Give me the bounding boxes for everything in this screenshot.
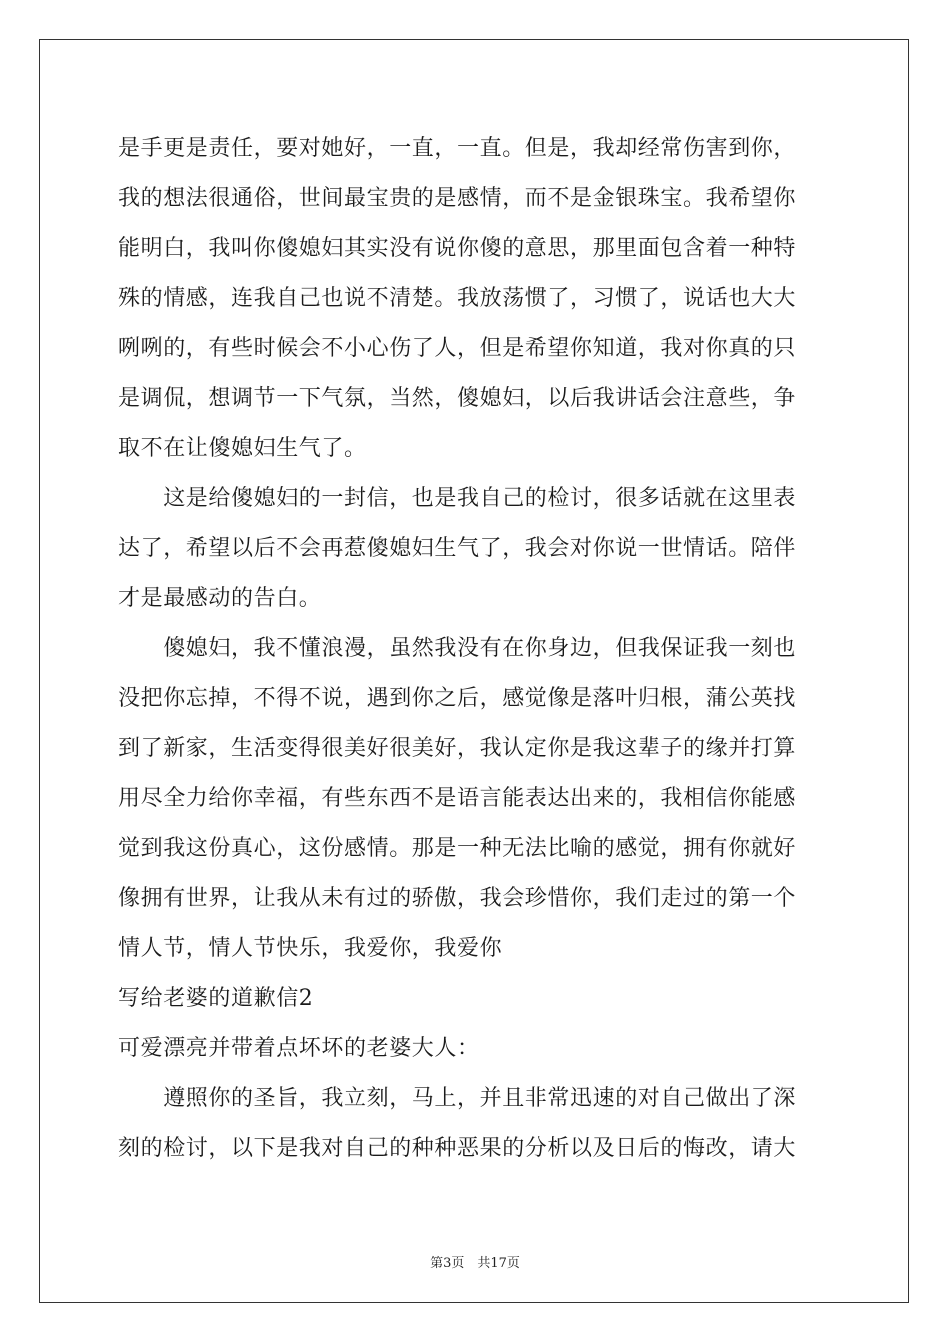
text-line: 才是最感动的告白。 xyxy=(118,586,322,611)
text-line: 我的想法很通俗，世间最宝贵的是感情，而不是金银珠宝。我希望你 xyxy=(118,186,797,211)
text-line: 用尽全力给你幸福，有些东西不是语言能表达出来的，我相信你能感 xyxy=(118,786,797,811)
text-line: 像拥有世界，让我从未有过的骄傲，我会珍惜你，我们走过的第一个 xyxy=(118,886,797,911)
text-line: 傻媳妇，我不懂浪漫，虽然我没有在你身边，但我保证我一刻也 xyxy=(118,636,797,661)
text-line: 觉到我这份真心，这份感情。那是一种无法比喻的感觉，拥有你就好 xyxy=(118,836,797,861)
text-line: 咧咧的，有些时候会不小心伤了人，但是希望你知道，我对你真的只 xyxy=(118,336,797,361)
text-line: 情人节，情人节快乐，我爱你，我爱你 xyxy=(118,936,503,961)
text-line: 殊的情感，连我自己也说不清楚。我放荡惯了，习惯了，说话也大大 xyxy=(118,286,797,311)
salutation: 可爱漂亮并带着点坏坏的老婆大人： xyxy=(118,1036,480,1061)
text-line: 是调侃，想调节一下气氛，当然，傻媳妇，以后我讲话会注意些，争 xyxy=(118,386,797,411)
text-line: 没把你忘掉，不得不说，遇到你之后，感觉像是落叶归根，蒲公英找 xyxy=(118,686,797,711)
text-line: 刻的检讨，以下是我对自己的种种恶果的分析以及日后的悔改，请大 xyxy=(118,1136,797,1161)
text-line: 能明白，我叫你傻媳妇其实没有说你傻的意思，那里面包含着一种特 xyxy=(118,236,797,261)
text-line: 是手更是责任，要对她好，一直，一直。但是，我却经常伤害到你， xyxy=(118,136,797,161)
text-line: 这是给傻媳妇的一封信，也是我自己的检讨，很多话就在这里表 xyxy=(118,486,797,511)
text-line: 达了，希望以后不会再惹傻媳妇生气了，我会对你说一世情话。陪伴 xyxy=(118,536,797,561)
page-footer: 第3页 共17页 xyxy=(430,1256,520,1271)
text-line: 取不在让傻媳妇生气了。 xyxy=(118,436,367,461)
text-line: 遵照你的圣旨，我立刻，马上，并且非常迅速的对自己做出了深 xyxy=(118,1086,797,1111)
section-title: 写给老婆的道歉信2 xyxy=(118,986,314,1011)
text-line: 到了新家，生活变得很美好很美好，我认定你是我这辈子的缘并打算 xyxy=(118,736,797,761)
